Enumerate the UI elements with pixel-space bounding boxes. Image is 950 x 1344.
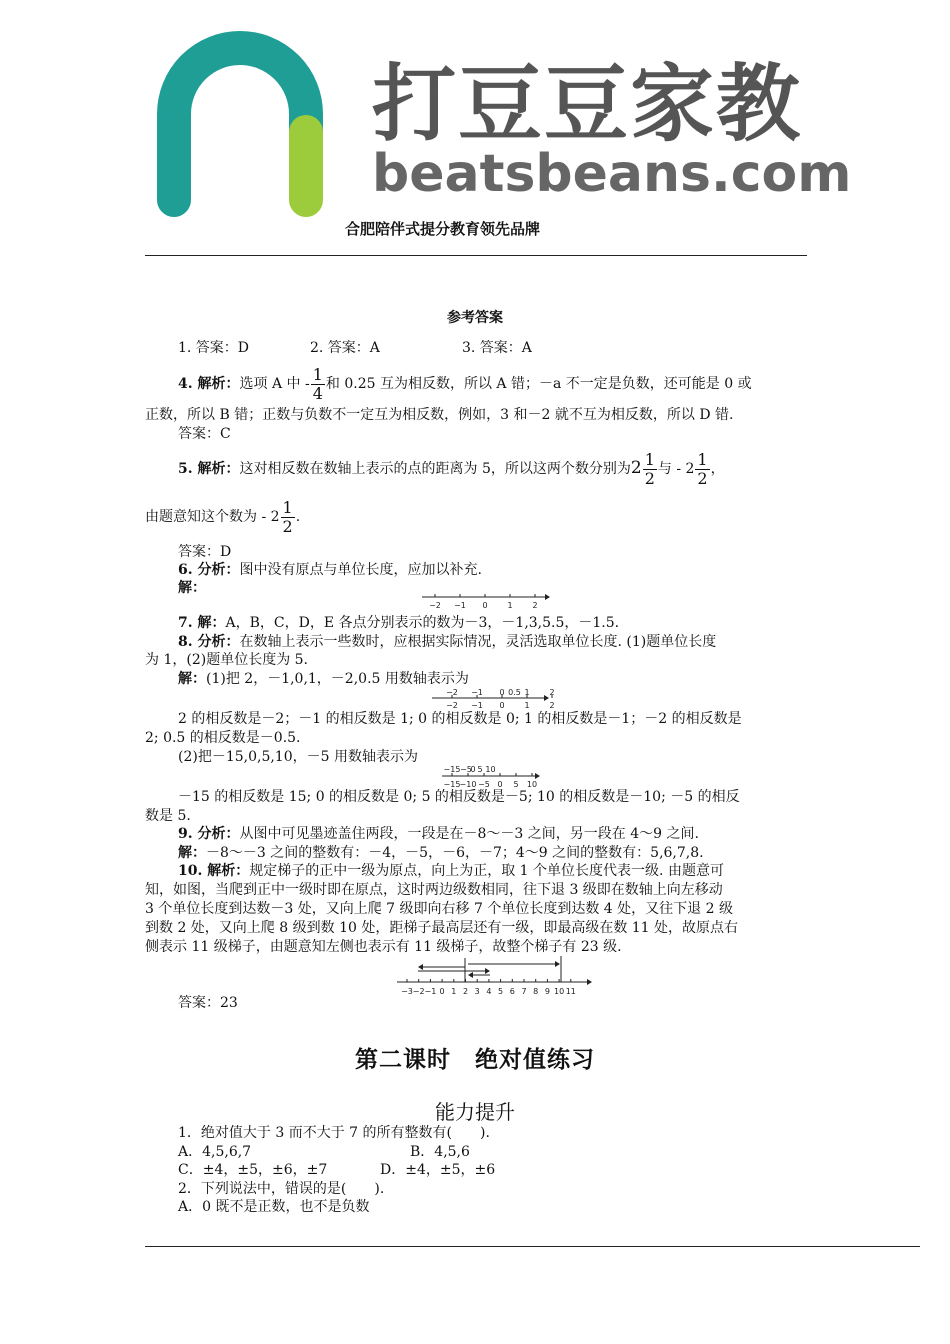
answer-8-line1: 8. 分析：在数轴上表示一些数时，应根据实际情况，灵活选取单位长度. (1)题单位长度 [178,634,717,650]
axis-tick-label: 1 [524,701,530,710]
number-line-q6 [420,592,550,614]
axis-tick-label: −2 [446,688,458,697]
axis-tick-label: −1 [424,987,437,996]
axis-tick-label: −3 [401,987,413,996]
axis-tick-label: 3 [474,987,480,996]
axis-tick-label: 0 [499,688,505,697]
answer-10-line3: 3 个单位长度到达数－3 处，又向上爬 7 级即向右移 7 个单位长度到达数 4 处，又往下退 2 级 [145,901,733,917]
axis-tick-label: 0 [497,780,503,789]
answer-8-line-c: －15 的相反数是 15; 0 的相反数是 0; 5 的相反数是－5; 10 的相反数是－10; －5 的相反 [178,789,740,805]
answer-5-result: 答案：D [178,544,232,560]
axis-tick-label: −15 [443,765,461,774]
axis-tick-label: 7 [521,987,527,996]
axis-tick-label: 4 [486,987,492,996]
axis-tick-label: −5 [460,765,472,774]
axis-tick-label: −2 [412,987,425,996]
answer-4-line1 [178,365,752,403]
answer-4-label: 4. 解析： [178,376,240,392]
axis-tick-label: 8 [533,987,539,996]
axis-tick-label: 10 [485,765,496,774]
axis-tick-label: 5 [498,987,504,996]
exercise-1-question: 1．绝对值大于 3 而不大于 7 的所有整数有( ). [178,1125,490,1141]
axis-tick-label: 1 [524,688,530,697]
exercise-1-option-a: A．4,5,6,7 [178,1144,252,1160]
answer-4-post: 和 0.25 互为相反数，所以 A 错；－a 不一定是负数，还可能是 0 或 [325,376,752,392]
lesson-title: 第二课时 绝对值练习 [355,1047,595,1073]
exercise-1-option-b: B．4,5,6 [410,1144,470,1160]
brand-logo-mark [145,22,335,218]
answer-10-line2: 知，如图，当爬到正中一级时即在原点，这时两边级数相同，往下退 3 级即在数轴上向左移动 [145,882,723,898]
answer-2: 2. 答案：A [310,340,380,356]
answer-8-solution1: 解：(1)把 2，－1,0,1，－2,0.5 用数轴表示为 [178,671,469,687]
answer-5-line1: 5. 解析：这对相反数在数轴上表示的点的距离为 5，所以这两个数分别为2 $\frac{1}{2}$ 与 - 2 $\frac{1}{2}$ ， [178,449,725,488]
answer-4-pre: 选项 A 中 - [239,376,310,392]
answer-8-line-b: 2; 0.5 的相反数是－0.5. [145,730,301,746]
axis-tick-label: −1 [471,688,483,697]
answer-8-solution2: (2)把－15,0,5,10，－5 用数轴表示为 [178,749,418,765]
answer-9-solution: 解：－8～－3 之间的整数有：－4，－5，－6，－7；4～9 之间的整数有：5,6,7,8. [178,845,704,861]
axis-tick-label: 2 [549,688,555,697]
axis-tick-label: 0.5 [508,688,521,697]
answer-3: 3. 答案：A [462,340,532,356]
number-line-q8-1 [430,686,555,710]
axis-tick-label: −1 [454,601,466,610]
answers-heading: 参考答案 [447,310,503,326]
axis-tick-label: 10 [526,780,538,789]
axis-tick-label: 9 [544,987,550,996]
axis-tick-label: −2 [429,601,441,610]
footer-divider [145,1246,920,1247]
axis-tick-label: 5 [513,780,519,789]
answer-9-line: 9. 分析：从图中可见墨迹盖住两段，一段是在－8～－3 之间，另一段在 4～9 之间. [178,826,699,842]
exercise-1-option-c: C．±4，±5，±6，±7 [178,1162,328,1178]
answer-5-line2: 由题意知这个数为 - 2 $\frac{1}{2}$ . [145,497,301,536]
answer-7-line: 7. 解：A，B，C，D，E 各点分别表示的数为－3，－1,3,5.5，－1.5. [178,615,620,631]
exercise-2-option-a: A．0 既不是正数，也不是负数 [178,1199,370,1215]
axis-tick-label: 2 [532,601,538,610]
axis-tick-label: 0 [499,701,505,710]
fraction-half-2: $\frac{1}{2}$ [697,449,708,488]
axis-tick-label: 1 [507,601,513,610]
answer-1: 1. 答案：D [178,340,250,356]
exercise-1-option-d: D．±4，±5，±6 [380,1162,496,1178]
answer-8-line-a: 2 的相反数是－2；－1 的相反数是 1; 0 的相反数是 0; 1 的相反数是－1；－2 的相反数是 [178,711,742,727]
answer-6-solution-label: 解： [178,580,206,596]
answer-10-line4: 到数 2 处，又向上爬 8 级到数 10 处，距梯子最高层还有一级，即最高级在数 11 处，故原点右 [145,920,739,936]
number-line-q8-2 [440,763,540,789]
fraction-half-3: $\frac{1}{2}$ [282,497,293,536]
axis-tick-label: 2 [549,701,555,710]
axis-tick-label: 0 [470,765,476,774]
brand-url: beatsbeans.com [372,144,852,204]
answer-10-line5: 侧表示 11 级梯子，由题意知左侧也表示有 11 级梯子，故整个梯子有 23 级. [145,939,622,955]
header-divider [145,255,807,256]
axis-tick-label: −2 [446,701,458,710]
answer-5-label: 5. 解析： [178,461,240,477]
axis-tick-label: 11 [565,987,576,996]
axis-tick-label: 6 [509,987,515,996]
fraction-one-quarter: $\frac{1}{4}$ [312,364,323,403]
answer-6-line: 6. 分析：图中没有原点与单位长度，应加以补充. [178,562,482,578]
answer-4-result: 答案：C [178,426,231,442]
brand-name-cn: 打豆豆家教 [372,55,803,153]
axis-tick-label: −5 [478,780,490,789]
axis-tick-label: 5 [477,765,483,774]
axis-tick-label: 1 [451,987,457,996]
axis-tick-label: −15 [443,780,461,789]
number-line-q10-ladder [395,956,595,996]
section-title: 能力提升 [435,1100,515,1124]
answer-8-line-d: 数是 5. [145,808,191,824]
answer-10-line1: 10. 解析：规定梯子的正中一级为原点，向上为正，取 1 个单位长度代表一级. 由题意可 [178,863,724,879]
axis-tick-label: 10 [554,987,565,996]
axis-tick-label: −10 [459,780,477,789]
axis-tick-label: −1 [471,701,483,710]
axis-tick-label: 0 [439,987,445,996]
answer-8-line2: 为 1，(2)题单位长度为 5. [145,652,308,668]
answer-10-result: 答案：23 [178,995,238,1011]
answer-4-line2: 正数，所以 B 错；正数与负数不一定互为相反数，例如，3 和－2 就不互为相反数，所以 D 错. [145,407,734,423]
exercise-2-question: 2．下列说法中，错误的是( ). [178,1181,385,1197]
axis-tick-label: 0 [482,601,488,610]
fraction-half-1: $\frac{1}{2}$ [644,449,655,488]
axis-tick-label: 2 [462,987,469,996]
brand-slogan: 合肥陪伴式提分教育领先品牌 [345,220,541,238]
